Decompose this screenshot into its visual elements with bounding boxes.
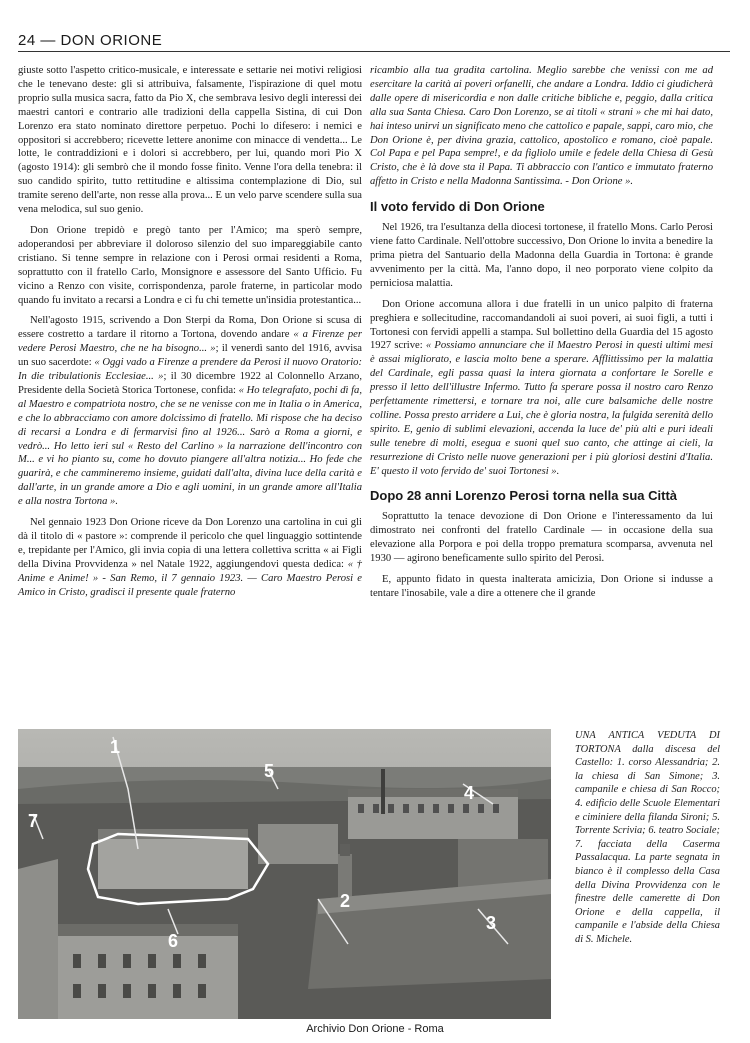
paragraph-text: ; il venerdì santo del 1916, avvisa un suo sacerdote: bbox=[18, 343, 362, 369]
paragraph-text: Nell'agosto 1915, scrivendo a Don Sterpi da Roma, Don Orione si scusa di essere costretto a tardare il ritorno a Tortona, dovendo andare bbox=[18, 315, 362, 341]
page-number: 24 bbox=[18, 32, 36, 49]
photo-label: 6 bbox=[168, 931, 179, 951]
quote: « a Firenze per vedere Perosi Maestro, che ne ha bisogno... » bbox=[18, 329, 362, 355]
paragraph bbox=[370, 298, 713, 479]
paragraph: Nel 1926, tra l'esultanza della diocesi tortonese, il fratello Mons. Carlo Perosi viene fatto Cardinale. Nell'ottobre successivo, Don Orione lo invita a benedire la prima pietra del Santuario della Madonna della Guardia in Tortona: è grande avvenimento per la città. Ma, l'anno dopo, il neo porporato viene colpito da perniciosa malattia. bbox=[370, 222, 713, 289]
section-heading: Il voto fervido di Don Orione bbox=[370, 199, 545, 215]
running-title: DON ORIONE bbox=[60, 32, 163, 49]
photo-label: 5 bbox=[264, 761, 275, 781]
right-column bbox=[370, 64, 713, 608]
tortona-photo bbox=[18, 729, 551, 1019]
paragraph: Soprattutto la tenace devozione di Don Orione e l'interessamento da lui dimostrato nei confronti del fratello Cardinale — in occasione della sua elevazione alla Porpora e poi della troppo prematura scomparsa, avvenuta nel 1930 — agirono beneficamente sullo spirito del Perosi. bbox=[370, 511, 713, 565]
page-header bbox=[18, 32, 730, 52]
quote: « Oggi vado a Firenze a prendere da Perosi il nuovo Oratorio: In die tribulationis Ecclesiae... » bbox=[18, 357, 362, 383]
photo-label: 2 bbox=[340, 891, 351, 911]
photo-credit: Archivio Don Orione - Roma bbox=[306, 1023, 444, 1035]
paragraph: giuste sotto l'aspetto critico-musicale, e interessate e settarie nei motivi religiosi che le tenevano deste: gli si attribuiva, falsamente, l'ispirazione di quel motu proprio sulla musica sacra, fatto da Pio X, che sembrava lesivo degli interessi dei maestri cantori e contrario alle tradizioni della cappella Sistina, di cui Don Lorenzo era stato nominato direttore perpetuo. Pochi lo difesero: i nemici e oppositori si accrebbero; ricevette lettere anonime con minacce di vendetta... Le lotte, le contraddizioni e i dolori si accrebbero, per lui, quando morì Pio X (agosto 1914): gli sembrò che il mondo fosse finito. Venne l'ora della tenebra: il suo candido spirito, tutto rettitudine e altissima contemplazione di Dio, sul tramite sereno dell'arte, non resse alla prova... E un velo parve scendere sulla sua vena melodica, sul suo genio. bbox=[18, 65, 362, 216]
photo-illustration bbox=[18, 729, 551, 1019]
paragraph bbox=[18, 314, 362, 509]
paragraph: ricambio alla tua gradita cartolina. Meglio sarebbe che venissi con me ad esercitare la carità ai poveri orfanelli, che andare a Londra. Iddio ci giudicherà dalle opere di misericordia e non dalle critiche bibliche e, peggio, dalla critica alla sua Santa Chiesa. Caro Don Lorenzo, se ai titoli « strani » che mi hai dato, hai inteso unirvi un significato meno che cattolico e papale, sappi, caro mio, che Don Orione è, per divina grazia, cattolico, apostolico e romano, cioè papale. Col Papa e pel Papa sempre!, e da figliolo umile e fedele della Chiesa di Gesù Cristo, che è là dove sta il Papa. Ti abbraccio con l'antico e immutato fraterno affetto in Cristo e nella Madonna Santissima. - Don Orione ». bbox=[370, 65, 713, 188]
paragraph: E, appunto fidato in questa inalterata amicizia, Don Orione si indusse a tentare l'inosabile, vale a dire a ottenere che il grande bbox=[370, 574, 713, 599]
header-rule bbox=[18, 51, 730, 52]
paragraph bbox=[18, 516, 362, 599]
header-separator: — bbox=[40, 32, 56, 49]
photo-label: 4 bbox=[464, 783, 475, 803]
photo-label: 7 bbox=[28, 811, 39, 831]
paragraph-text: Don Orione accomuna allora i due fratelli in un unico palpito di fraterna preghiera e sollecitudine, raccomandandoli ai suoi poveri, ai suoi figli, a tutti i Tortonesi con fervidi appelli a stampa. Sul bollettino della Guardia del 15 agosto 1927 scrive: bbox=[370, 298, 713, 352]
photo-label: 1 bbox=[110, 737, 121, 757]
paragraph-text: Nel gennaio 1923 Don Orione riceve da Don Lorenzo una cartolina in cui gli dà il titolo di « pastore »: comprende il pericolo che quel linguaggio sottintende e, trepidante per l'Amico, gli invia copia di una lettera collettiva scritta « ai Figli della Divina Provvidenza » nel Natale 1922, aggiungendovi questa dedica: bbox=[18, 517, 362, 570]
quote: « † Anime e Anime! » - San Remo, il 7 gennaio 1923. — Caro Maestro Perosi e Amico in Cristo, gradisci il presente quale fraterno bbox=[18, 558, 362, 598]
photo-caption: UNA ANTICA VEDUTA DI TORTONA dalla discesa del Castello: 1. corso Alessandria; 2. la chiesa di San Simone; 3. campanile e chiesa di San Rocco; 4. edificio delle Scuole Elementari e ciminiere della filanda Sironi; 5. Torrente Scrivia; 6. teatro Sociale; 7. facciata della Caserma Passalacqua. La parte segnata in bianco è il complesso della Casa della Divina Provvidenza con le finestre delle camerette di Don Orione e della cappella, il campanile e l'abside della Chiesa di S. Michele. bbox=[575, 730, 720, 945]
section-heading: Dopo 28 anni Lorenzo Perosi torna nella sua Città bbox=[370, 488, 677, 504]
photo-label: 3 bbox=[486, 913, 497, 933]
paragraph-text: ; il 30 dicembre 1922 al Colonnello Arzano, Presidente della Società Storica Tortonese, confida: bbox=[18, 371, 363, 396]
quote: « Ho telegrafato, pochi dì fa, al Maestro e compatriota nostro, che se ne venisse con me in Italia o in America, e che lo abbracciamo con amore dolcissimo di fratello. Mi rispose che ha deciso di recarsi a Londra e di fermarvisi fino al 1926... Sarò a Roma a giorni, e vedrò... Ho letto ieri sul « Resto del Carlino » la narrazione dell'incontro con M... e vi ho pianto su, come ho dovuto piangere all'altra notizia... Ho fede che guarirà, e che cammineremo insieme, guidati dall'alta, divina luce della carità e dall'arte, in un grande amore a Dio e agli uomini, in un grande amore all'Italia e alla nostra Tortona ». bbox=[18, 384, 362, 508]
left-column bbox=[18, 64, 362, 607]
quote: « Possiamo annunciare che il Maestro Perosi in questi ultimi mesi è assai migliorato, e lascia molto bene a sperare. Afflittissimo per la malattia del Cardinale, egli passa quasi la intera giornata a confortare le Sorelle e presso il letto dell'illustre Infermo. Tutto fa sperare possa il nostro caro Renzo perfettamente rimettersi, e tornare tra noi, alle cure balsamiche delle nostre colline. Possa presto arridere a Lui, che è gloria nostra, la fulgida serenità dello spirito. E, genio di sublimi elevazioni, accenda la luce de' più alti e puri ideali sulle tenebre di molti, esegua e suoni quel suo canto, che attinge ai cieli, la resurrezione di Cristo nelle nuove generazioni per i più gloriosi destini d'Italia. E' questo il voto fervido de' suoi Tortonesi ». bbox=[370, 340, 713, 477]
paragraph: Don Orione trepidò e pregò tanto per l'Amico; ma sperò sempre, adoperandosi per abbreviare il doloroso silenzio del suo impareggiabile canto cristiano. Si tenne sempre in relazione con i Perosi ormai residenti a Roma, soprattutto con il fratello Carlo, Monsignore e assessore del Santo Ufficio. Fu vicino a Renzo con visite, corrispondenza, parole fraterne, in particolar modo quando fu invitato a recarsi a Londra e ci fu chi temette un'insidia protestantica... bbox=[18, 224, 362, 306]
